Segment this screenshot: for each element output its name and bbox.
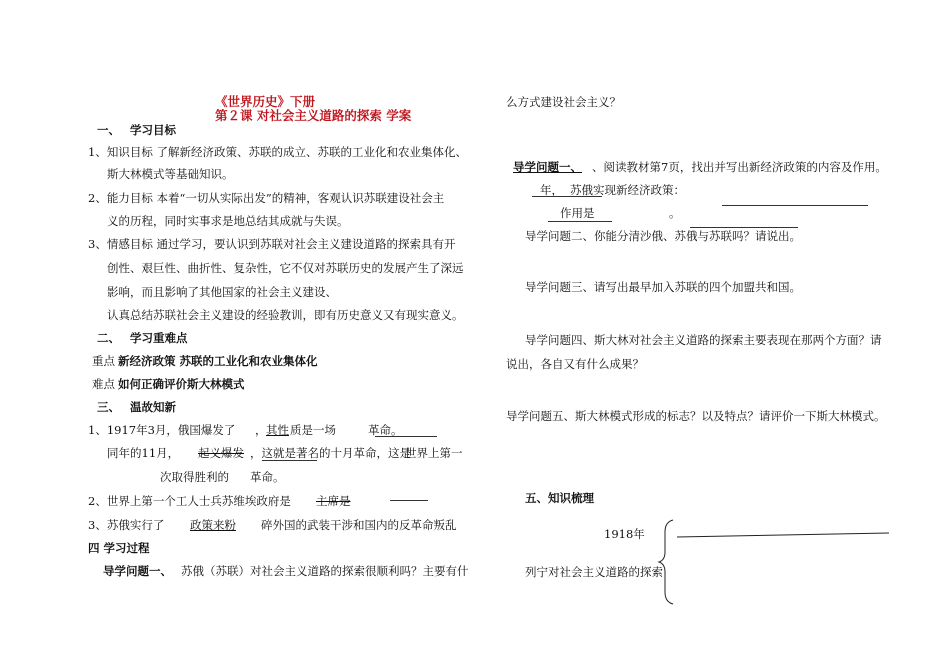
goal-emotion-line-2: 创性、艰巨性、曲折性、复杂性，它不仅对苏联历史的发展产生了深远 [107,261,464,275]
goal-ability-line-1: 2、能力目标 本着“一切从实际出发”的精神，客观认识苏联建设社会主 [88,191,445,205]
nep-effect-label: 作用是 [560,206,595,220]
goal-emotion-line-1: 3、情感目标 通过学习，要认识到苏联对社会主义建设道路的探索具有开 [88,237,456,251]
review-3-start: 次取得胜利的 [160,470,229,484]
section-4-heading: 四 学习过程 [88,541,150,555]
question-4-line-2: 说出，各自又有什么成果？ [506,357,644,371]
review-5-underlined: 政策来粉 [190,518,236,532]
key-point-text: 新经济政策 苏联的工业化和农业集体化 [118,354,318,368]
lenin-exploration-label: 列宁对社会主义道路的探索 [525,565,663,579]
goal-emotion-line-3: 影响，而且影响了其他国家的社会主义建设、 [107,285,337,299]
question-1-text: 苏俄（苏联）对社会主义道路的探索很顺利吗？主要有什 [181,564,469,578]
blank-line [722,205,868,206]
section-2-number: 二、 [97,331,120,345]
review-2-struck: 起义爆发 [198,446,244,460]
title-line-1: 《世界历史》下册 [215,94,316,109]
question-4-line-1: 导学问题四、斯大林对社会主义道路的探索主要表现在那两个方面？请 [525,333,882,347]
section-1-number: 一、 [97,123,120,137]
review-5-start: 3、苏俄实行了 [88,518,165,532]
question-2: 导学问题二、你能分清沙俄、苏俄与苏联吗？请说出。 [525,229,801,243]
goal-knowledge-line-2: 斯大林模式等基础知识。 [107,167,234,181]
question-1-label: 导学问题一、 [103,564,172,578]
blank-line [390,500,428,501]
nep-year-text: 苏俄实现新经济政策： [570,183,685,197]
section-3-heading: 温故知新 [130,400,176,414]
question-3: 导学问题三、请写出最早加入苏联的四个加盟共和国。 [525,280,801,294]
section-2-heading: 学习重难点 [130,331,188,345]
review-1-middle: 质是一场 [290,423,336,437]
difficult-point-text: 如何正确评价斯大林模式 [118,377,245,391]
nep-effect-end: 。 [669,206,681,220]
nep-year-prefix: 年， [540,183,563,197]
blank-line [548,221,612,222]
review-5-end: 碎外国的武装干涉和国内的反革命叛乱 [261,518,457,532]
section-3-number: 三、 [97,400,120,414]
key-point-label: 重点 [92,354,115,368]
difficult-point-label: 难点 [92,377,115,391]
review-2-start: 同年的11月， [107,446,180,460]
question-5: 导学问题五、斯大林模式形成的标志？以及特点？请评价一下斯大林模式。 [506,409,886,423]
review-1-underlined: 其性 [266,423,289,437]
goal-emotion-line-4: 认真总结苏联社会主义建设的经验教训，即有历史意义又有现实意义。 [107,308,464,322]
review-4-struck: 主席是 [316,494,351,508]
blank-line [375,436,437,437]
section-5-heading: 五、知识梳理 [525,491,594,505]
review-1-end: 革命。 [368,423,403,437]
section-1-heading: 学习目标 [130,123,176,137]
knowledge-brace [655,518,895,606]
review-2-end: 世界上第一 [405,446,463,460]
review-4-start: 2、世界上第一个工人士兵苏维埃政府是 [88,494,291,508]
title-line-2: 第２课 对社会主义道路的探索 学案 [215,108,412,123]
review-1-start: 1、1917年3月，俄国爆发了 [88,423,236,437]
blank-line [262,460,317,461]
goal-knowledge-line-1: 1、知识目标 了解新经济政策、苏联的成立、苏联的工业化和农业集体化、 [88,145,467,159]
goal-ability-line-2: 义的历程，同时实事求是地总结其成就与失误。 [107,214,349,228]
question-1-continued: 么方式建设社会主义？ [506,95,621,109]
timeline-year-1918: 1918年 [604,527,645,541]
question-1b-text: 、阅读教材第7页，找出并写出新经济政策的内容及作用。 [592,160,887,174]
blank-line [690,227,798,228]
review-3-end: 革命。 [250,470,285,484]
question-1b-label: 导学问题一、 [513,160,582,174]
review-1-comma: ， [255,423,267,437]
blank-line [532,196,602,197]
review-2-middle: ，这就是著名的十月革命，这是 [250,446,411,460]
